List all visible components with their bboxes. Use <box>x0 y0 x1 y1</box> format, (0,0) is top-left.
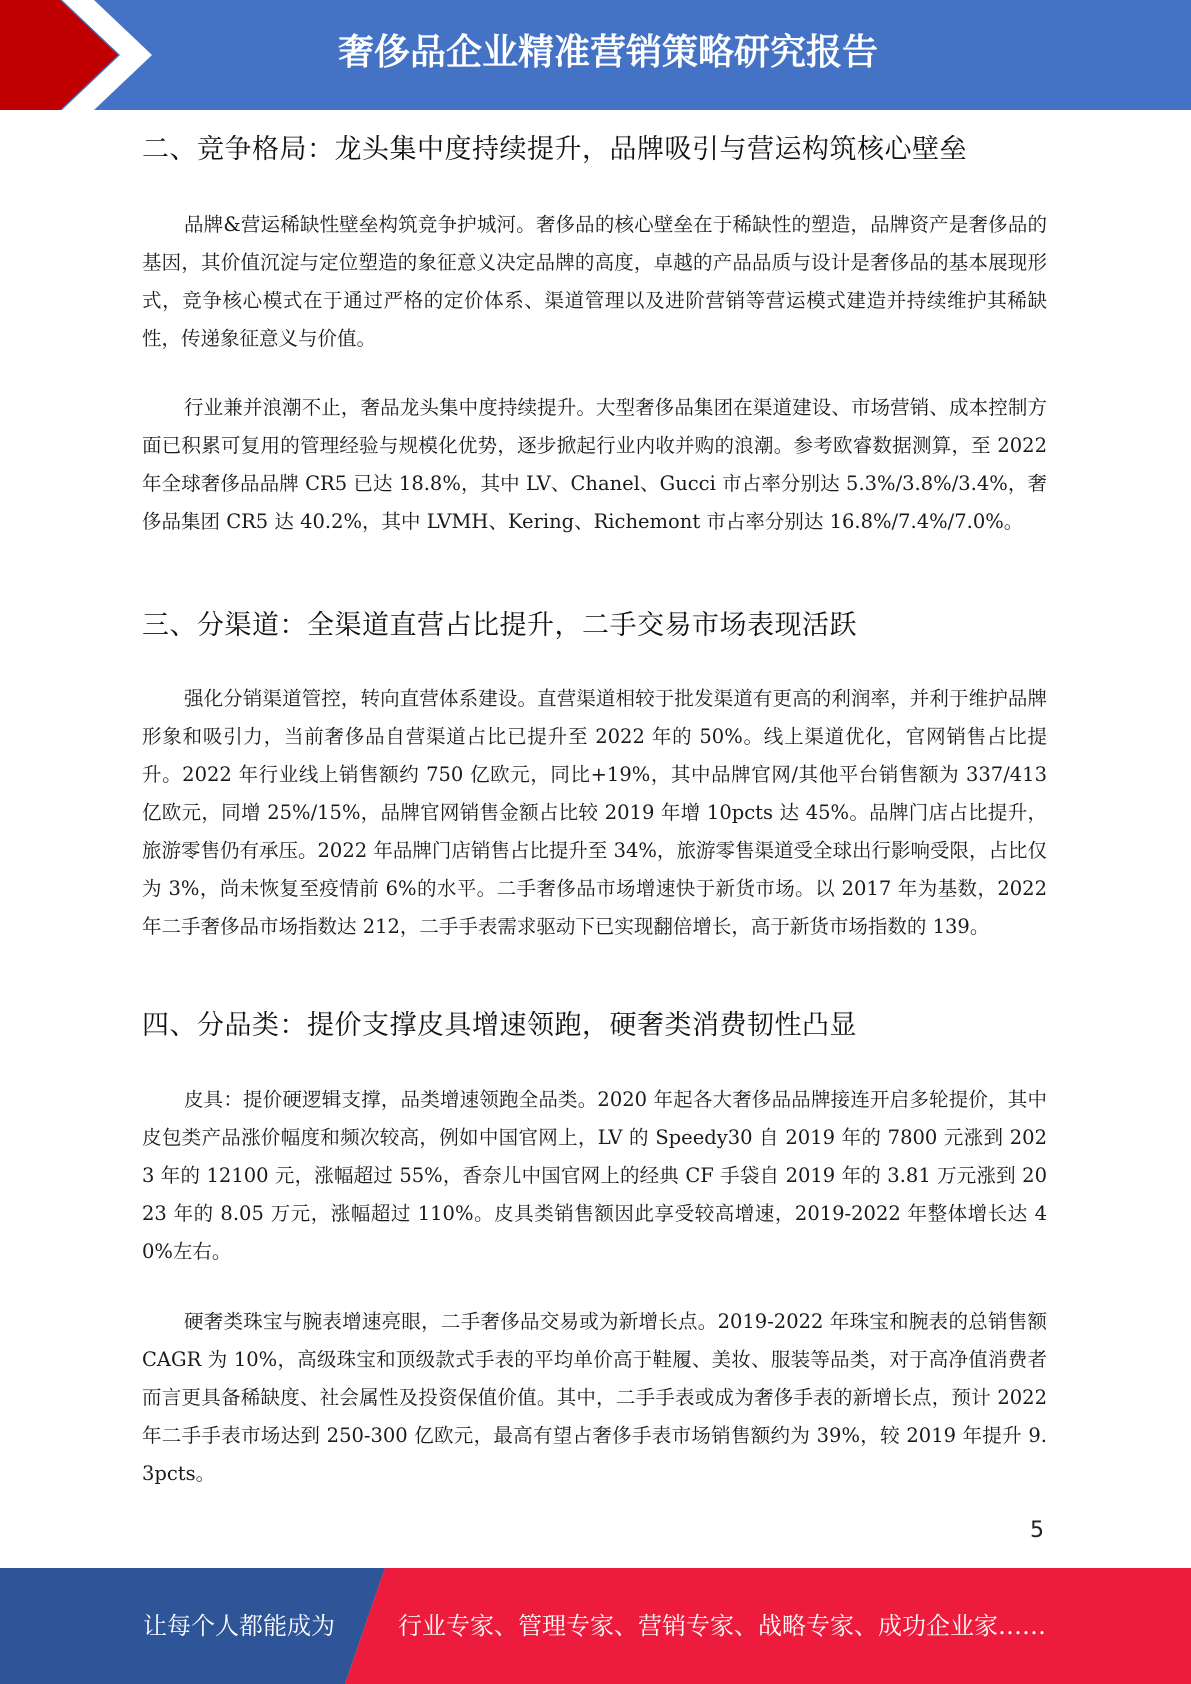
section-heading-competition: 二、竞争格局：龙头集中度持续提升，品牌吸引与营运构筑核心壁垒 <box>142 134 967 165</box>
paragraph: 行业兼并浪潮不止，奢品龙头集中度持续提升。大型奢侈品集团在渠道建设、市场营销、成本控制方面已积累可复用的管理经验与规模化优势，逐步掀起行业内收并购的浪潮。参考欧睿数据测算，至 2022 年全球奢侈品品牌 CR5 已达 18.8%，其中 LV、Chanel、Gucci 市占率分别达 5.3%/3.8%/3.4%，奢侈品集团 CR5 达 40.2%，其中 LVMH、Kering、Richemont 市占率分别达 16.8%/7.4%/7.0%。 <box>142 396 1047 533</box>
paragraph: 硬奢类珠宝与腕表增速亮眼，二手奢侈品交易或为新增长点。2019-2022 年珠宝和腕表的总销售额 CAGR 为 10%，高级珠宝和顶级款式手表的平均单价高于鞋履、美妆、服装等品类，对于高净值消费者而言更具备稀缺度、社会属性及投资保值价值。其中，二手手表或成为奢侈手表的新增长点，预计 2022 年二手手表市场达到 250-300 亿欧元，最高有望占奢侈手表市场销售额约为 39%，较 2019 年提升 9.3pcts。 <box>142 1310 1047 1485</box>
footer-slogan-right: 行业专家、管理专家、营销专家、战略专家、成功企业家…… <box>398 1612 1046 1640</box>
paragraph: 品牌&营运稀缺性壁垒构筑竞争护城河。奢侈品的核心壁垒在于稀缺性的塑造，品牌资产是奢侈品的基因，其价值沉淀与定位塑造的象征意义决定品牌的高度，卓越的产品品质与设计是奢侈品的基本展现形式，竞争核心模式在于通过严格的定价体系、渠道管理以及进阶营销等营运模式建造并持续维护其稀缺性，传递象征意义与价值。 <box>142 213 1047 350</box>
paragraph: 皮具：提价硬逻辑支撑，品类增速领跑全品类。2020 年起各大奢侈品品牌接连开启多轮提价，其中皮包类产品涨价幅度和频次较高，例如中国官网上，LV 的 Speedy30 自 2019 年的 7800 元涨到 2023 年的 12100 元，涨幅超过 55%，香奈儿中国官网上的经典 CF 手袋自 2019 年的 3.81 万元涨到 2023 年的 8.05 万元，涨幅超过 110%。皮具类销售额因此享受较高增速，2019-2022 年整体增长达 40%左右。 <box>142 1088 1047 1263</box>
section-heading-categories: 四、分品类：提价支撑皮具增速领跑，硬奢类消费韧性凸显 <box>142 1010 857 1041</box>
footer-slogan-left: 让每个人都能成为 <box>143 1612 335 1640</box>
paragraph: 强化分销渠道管控，转向直营体系建设。直营渠道相较于批发渠道有更高的利润率，并利于维护品牌形象和吸引力，当前奢侈品自营渠道占比已提升至 2022 年的 50%。线上渠道优化，官网销售占比提升。2022 年行业线上销售额约 750 亿欧元，同比+19%，其中品牌官网/其他平台销售额为 337/413 亿欧元，同增 25%/15%，品牌官网销售金额占比较 2019 年增 10pcts 达 45%。品牌门店占比提升，旅游零售仍有承压。2022 年品牌门店销售占比提升至 34%，旅游零售渠道受全球出行影响受限，占比仅为 3%，尚未恢复至疫情前 6%的水平。二手奢侈品市场增速快于新货市场。以 2017 年为基数，2022 年二手奢侈品市场指数达 212，二手手表需求驱动下已实现翻倍增长，高于新货市场指数的 139。 <box>142 687 1047 938</box>
page-number: 5 <box>1030 1518 1044 1543</box>
section-heading-channels: 三、分渠道：全渠道直营占比提升，二手交易市场表现活跃 <box>142 610 857 641</box>
page-header <box>0 0 1191 110</box>
report-title: 奢侈品企业精准营销策略研究报告 <box>337 32 878 73</box>
page-footer <box>0 1568 1191 1684</box>
